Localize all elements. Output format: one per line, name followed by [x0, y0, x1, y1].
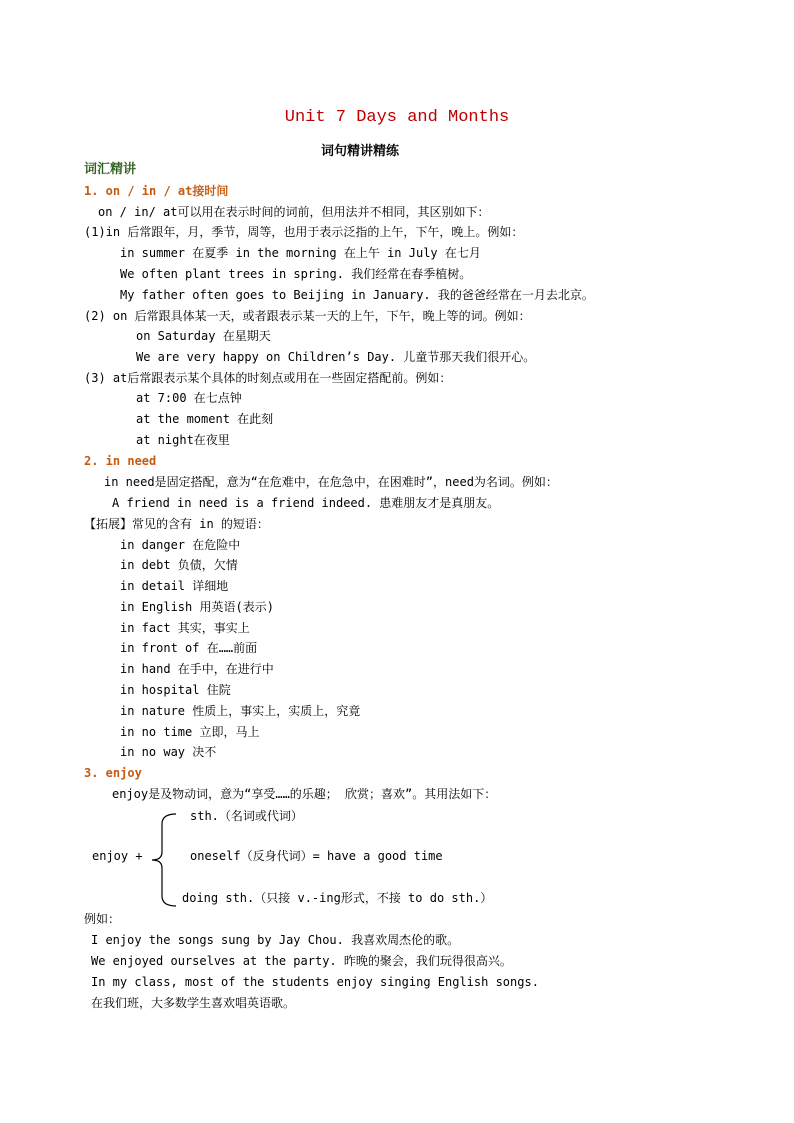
section1-point3-example: at night在夜里 [136, 433, 230, 447]
section1-point3-example: at the moment 在此刻 [136, 412, 274, 426]
phrase-item: in danger 在危险中 [120, 538, 241, 552]
enjoy-option-oneself: oneself（反身代词）= have a good time [190, 849, 443, 863]
section1-point1-example: in summer 在夏季 in the morning 在上午 in July 在七月 [120, 246, 481, 260]
section1-point1-example: My father often goes to Beijing in January. 我的爸爸经常在一月去北京。 [120, 288, 594, 302]
curly-brace [148, 812, 178, 908]
phrase-item: in front of 在……前面 [120, 641, 258, 655]
section2-heading: 2. in need [84, 454, 157, 468]
enjoy-example: We enjoyed ourselves at the party. 昨晚的聚会，我们玩得很高兴。 [91, 954, 512, 968]
phrase-item: in no time 立即，马上 [120, 725, 260, 739]
phrase-item: in fact 其实，事实上 [120, 621, 250, 635]
section3-heading: 3. enjoy [84, 766, 142, 780]
section1-point1-example: We often plant trees in spring. 我们经常在春季植树。 [120, 267, 472, 281]
section2-example: A friend in need is a friend indeed. 患难朋友才是真朋友。 [112, 496, 500, 510]
section2-expand-label: 【拓展】常见的含有 in 的短语： [84, 517, 269, 531]
section1-point3-example: at 7:00 在七点钟 [136, 391, 242, 405]
examples-label: 例如： [84, 912, 121, 926]
page-subtitle: 词句精讲精练 [320, 144, 399, 159]
section1-heading: 1. on / in / at接时间 [84, 184, 229, 198]
section2-intro: in need是固定搭配，意为“在危难中，在危急中，在困难时”，need为名词。例如： [104, 475, 558, 489]
section3-intro: enjoy是及物动词，意为“享受……的乐趣； 欣赏；喜欢”。其用法如下： [112, 787, 497, 801]
enjoy-example: 在我们班，大多数学生喜欢唱英语歌。 [91, 996, 296, 1010]
phrase-item: in debt 负债，欠情 [120, 558, 238, 572]
phrase-item: in detail 详细地 [120, 579, 229, 593]
section1-point2: (2) on 后常跟具体某一天，或者跟表示某一天的上午，下午，晚上等的词。例如： [84, 309, 531, 323]
enjoy-option-doing: doing sth.（只接 v.-ing形式，不接 to do sth.） [182, 891, 493, 905]
section1-intro: on / in/ at可以用在表示时间的词前，但用法并不相同，其区别如下： [98, 205, 490, 219]
phrase-item: in hospital 住院 [120, 683, 231, 697]
vocab-heading: 词汇精讲 [84, 162, 137, 177]
page-title: Unit 7 Days and Months [284, 108, 510, 127]
phrase-item: in no way 决不 [120, 745, 217, 759]
phrase-item: in nature 性质上，事实上，实质上，究竟 [120, 704, 361, 718]
enjoy-example: I enjoy the songs sung by Jay Chou. 我喜欢周杰伦的歌。 [91, 933, 460, 947]
enjoy-plus-label: enjoy + [92, 849, 143, 863]
enjoy-option-sth: sth.（名词或代词） [190, 809, 303, 823]
section1-point2-example: on Saturday 在星期天 [136, 329, 271, 343]
section1-point2-example: We are very happy on Children’s Day. 儿童节那天我们很开心。 [136, 350, 536, 364]
phrase-item: in English 用英语(表示) [120, 600, 274, 614]
phrase-item: in hand 在手中，在进行中 [120, 662, 274, 676]
enjoy-example: In my class, most of the students enjoy singing English songs. [91, 975, 539, 989]
section1-point1: (1)in 后常跟年，月，季节，周等，也用于表示泛指的上午，下午，晚上。例如： [84, 225, 524, 239]
section1-point3: (3) at后常跟表示某个具体的时刻点或用在一些固定搭配前。例如： [84, 371, 452, 385]
